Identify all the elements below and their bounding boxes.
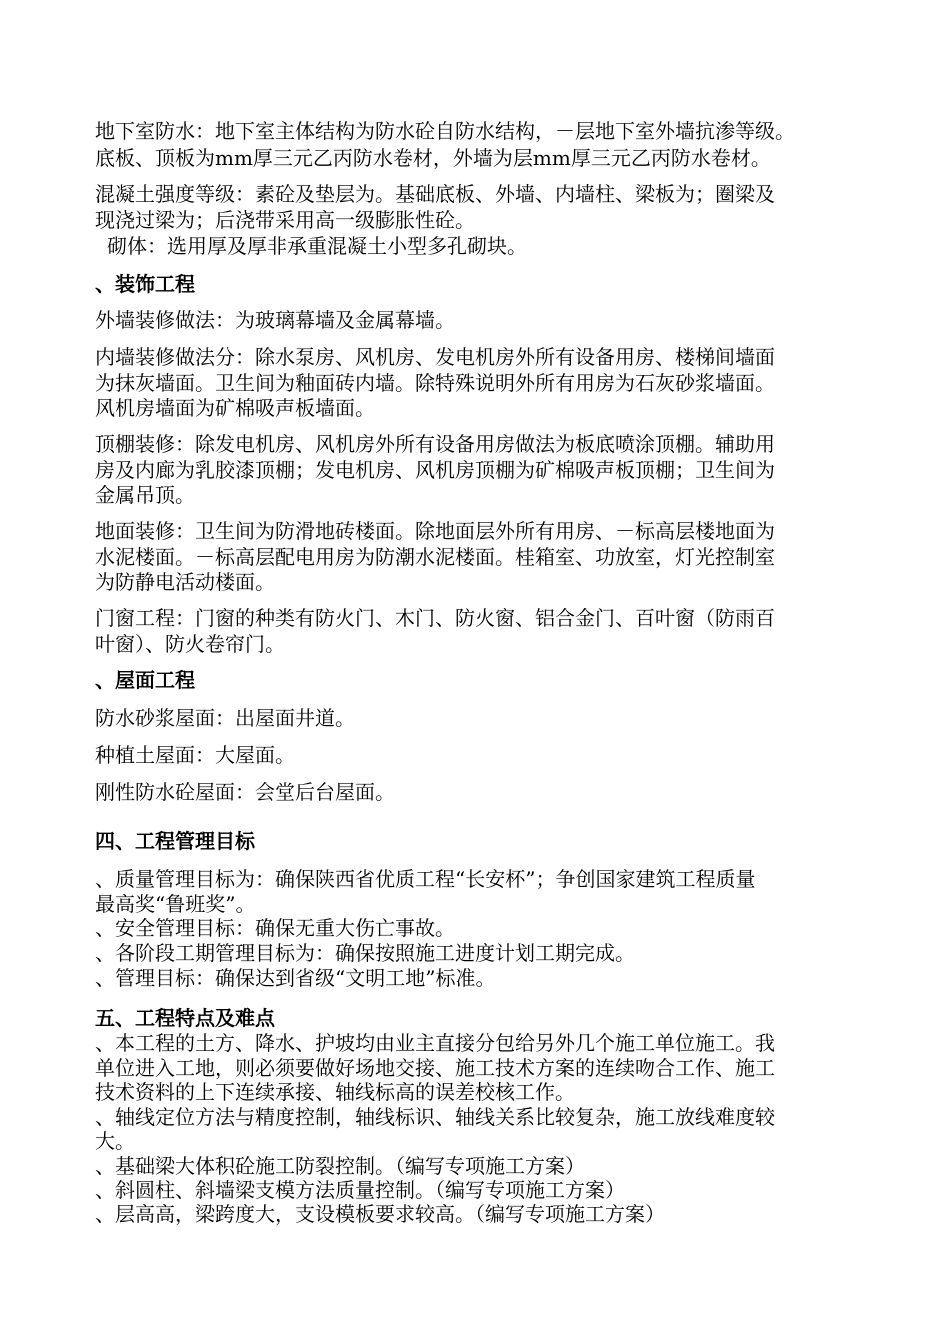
features-line-7: 、斜圆柱、斜墙梁支模方法质量控制。（编写专项施工方案） [95, 1178, 625, 1202]
basement-waterproof-line-2: 底板、顶板为mm厚三元乙丙防水卷材，外墙为层mm厚三元乙丙防水卷材。 [95, 146, 771, 170]
features-heading: 五、工程特点及难点 [95, 1006, 275, 1030]
exterior-wall-line: 外墙装修做法：为玻璃幕墙及金属幕墙。 [95, 308, 455, 332]
roofing-item-3: 刚性防水砼屋面：会堂后台屋面。 [95, 780, 395, 804]
decoration-heading: 、装饰工程 [95, 272, 195, 296]
concrete-grade-line-2: 现浇过梁为；后浇带采用高一级膨胀性砼。 [95, 208, 475, 232]
features-line-3: 技术资料的上下连续承接、轴线标高的误差校核工作。 [95, 1080, 575, 1104]
roofing-item-1: 防水砂浆屋面：出屋面井道。 [95, 706, 355, 730]
ceiling-line-3: 金属吊顶。 [95, 483, 195, 507]
roofing-heading: 、屋面工程 [95, 668, 195, 692]
features-line-2: 单位进入工地，则必须要做好场地交接、施工技术方案的连续吻合工作、施工 [95, 1056, 775, 1080]
floor-line-3: 为防静电活动楼面。 [95, 570, 275, 594]
concrete-grade-line-1: 混凝土强度等级：素砼及垫层为。基础底板、外墙、内墙柱、梁板为；圈梁及 [95, 182, 775, 206]
management-goals-line-4: 、各阶段工期管理目标为：确保按照施工进度计划工期完成。 [95, 941, 635, 965]
management-goals-line-5: 、管理目标：确保达到省级“文明工地”标准。 [95, 966, 496, 990]
floor-line-2: 水泥楼面。－标高层配电用房为防潮水泥楼面。桂箱室、功放室，灯光控制室 [95, 545, 775, 569]
interior-wall-line-2: 为抹灰墙面。卫生间为釉面砖内墙。除特殊说明外所有用房为石灰砂浆墙面。 [95, 371, 775, 395]
features-line-1: 、本工程的土方、降水、护坡均由业主直接分包给另外几个施工单位施工。我 [95, 1031, 775, 1055]
masonry-line: 砌体：选用厚及厚非承重混凝土小型多孔砌块。 [107, 234, 527, 258]
management-goals-line-2: 最高奖“鲁班奖”。 [95, 892, 256, 916]
roofing-item-2: 种植土屋面：大屋面。 [95, 743, 295, 767]
management-goals-line-1: 、质量管理目标为：确保陕西省优质工程“长安杯”；争创国家建筑工程质量 [95, 867, 756, 891]
management-goals-heading: 四、工程管理目标 [95, 829, 255, 853]
ceiling-line-1: 顶棚装修：除发电机房、风机房外所有设备用房做法为板底喷涂顶棚。辅助用 [95, 432, 775, 456]
interior-wall-line-1: 内墙装修做法分：除水泵房、风机房、发电机房外所有设备用房、楼梯间墙面 [95, 345, 775, 369]
interior-wall-line-3: 风机房墙面为矿棉吸声板墙面。 [95, 396, 375, 420]
features-line-4: 、轴线定位方法与精度控制，轴线标识、轴线关系比较复杂，施工放线难度较 [95, 1105, 775, 1129]
features-line-6: 、基础梁大体积砼施工防裂控制。（编写专项施工方案） [95, 1154, 585, 1178]
features-line-8: 、层高高，梁跨度大，支设模板要求较高。（编写专项施工方案） [95, 1202, 665, 1226]
doors-windows-line-1: 门窗工程：门窗的种类有防火门、木门、防火窗、铝合金门、百叶窗（防雨百 [95, 606, 775, 630]
ceiling-line-2: 房及内廊为乳胶漆顶棚；发电机房、风机房顶棚为矿棉吸声板顶棚；卫生间为 [95, 458, 775, 482]
floor-line-1: 地面装修：卫生间为防滑地砖楼面。除地面层外所有用房、－标高层楼地面为 [95, 519, 775, 543]
basement-waterproof-line-1: 地下室防水：地下室主体结构为防水砼自防水结构，－层地下室外墙抗渗等级。 [95, 119, 795, 143]
management-goals-line-3: 、安全管理目标：确保无重大伤亡事故。 [95, 916, 455, 940]
doors-windows-line-2: 叶窗）、防火卷帘门。 [95, 632, 285, 656]
features-line-5: 大。 [95, 1129, 135, 1153]
